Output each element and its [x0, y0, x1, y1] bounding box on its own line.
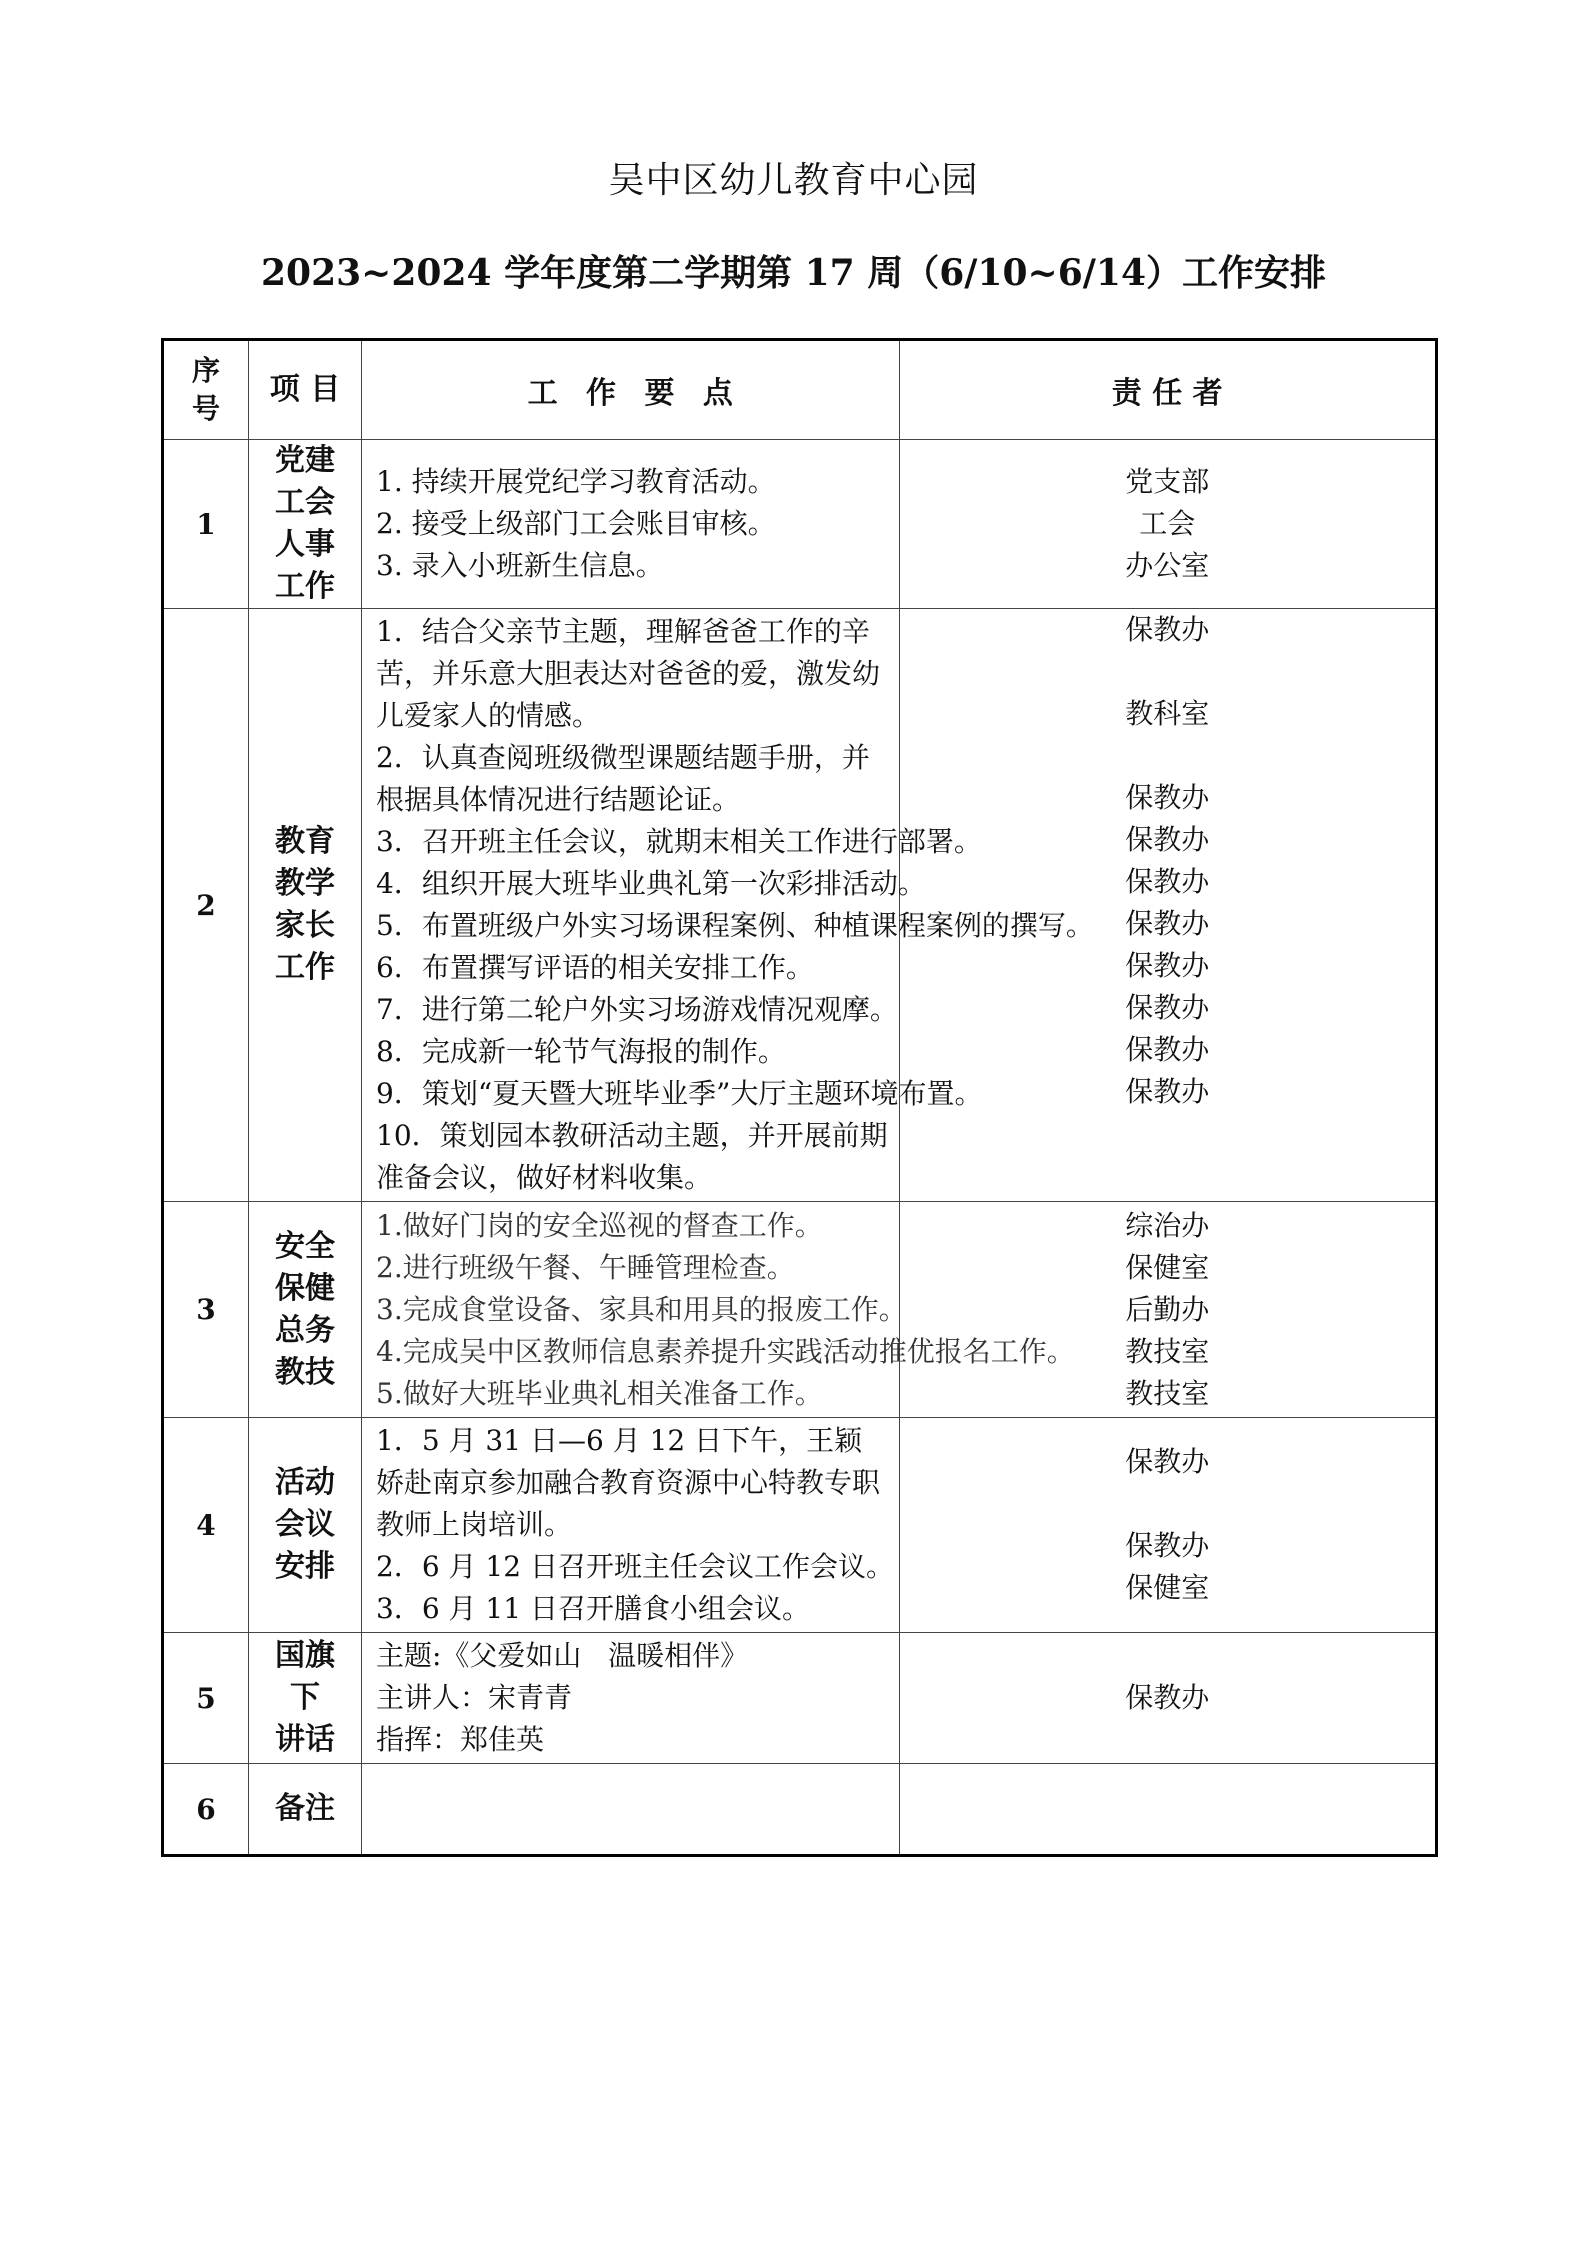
responsible-item: 党支部 — [1125, 465, 1210, 498]
task-item: 2．6 月 12 日召开班主任会议工作会议。 — [376, 1550, 894, 1583]
task-item: 6．布置撰写评语的相关安排工作。 — [376, 951, 814, 984]
responsible-item — [900, 651, 1436, 693]
row-responsible — [899, 1418, 1437, 1633]
responsible-item: 教技室 — [1125, 1334, 1210, 1368]
row-tasks — [362, 1633, 900, 1764]
header-responsible: 责 任 者 — [899, 340, 1437, 440]
task-item: 3．召开班主任会议，就期末相关工作进行部署。 — [376, 825, 982, 858]
task-item: 8．完成新一轮节气海报的制作。 — [376, 1035, 786, 1068]
task-item: 1.做好门岗的安全巡视的督查工作。 — [376, 1208, 823, 1242]
row-category: 党建 工会 人事 工作 — [249, 440, 362, 609]
row-tasks — [362, 1202, 1075, 1418]
responsible-item: 办公室 — [1125, 549, 1210, 582]
responsible-item: 保健室 — [1125, 1250, 1210, 1284]
table-row — [163, 1764, 1437, 1856]
task-item: 1．5 月 31 日—6 月 12 日下午，王颖娇赴南京参加融合教育资源中心特教专职教师上岗培训。 — [376, 1424, 881, 1541]
responsible-item: 工会 — [1139, 507, 1196, 540]
task-item: 4．组织开展大班毕业典礼第一次彩排活动。 — [376, 867, 926, 900]
responsible-item: 保教办 — [1125, 865, 1210, 898]
row-responsible — [899, 1202, 1437, 1418]
responsible-item: 保教办 — [1125, 823, 1210, 856]
schedule-title: 2023~2024 学年度第二学期第 17 周（6/10~6/14）工作安排 — [260, 252, 1326, 294]
row-category: 活动 会议 安排 — [249, 1418, 362, 1633]
responsible-item: 保教办 — [1125, 781, 1210, 814]
row-tasks — [362, 440, 900, 609]
task-item: 9．策划“夏天暨大班毕业季”大厅主题环境布置。 — [376, 1077, 983, 1110]
task-item: 3.完成食堂设备、家具和用具的报废工作。 — [376, 1292, 907, 1326]
row-no: 6 — [163, 1764, 249, 1856]
responsible-item: 保教办 — [1125, 1445, 1210, 1478]
row-no: 4 — [163, 1418, 249, 1633]
responsible-item: 保教办 — [1125, 907, 1210, 940]
table-row — [163, 440, 1437, 609]
responsible-item — [900, 1483, 1436, 1525]
row-responsible — [899, 1764, 1437, 1856]
responsible-item: 综治办 — [1125, 1208, 1210, 1242]
table-row — [163, 1633, 1437, 1764]
task-item: 1. 持续开展党纪学习教育活动。 — [376, 465, 776, 498]
row-responsible — [899, 609, 1437, 1202]
responsible-item: 保教办 — [1125, 1033, 1210, 1066]
row-category: 安全 保健 总务 教技 — [249, 1202, 362, 1418]
responsible-item: 教技室 — [1125, 1376, 1210, 1410]
row-no: 3 — [163, 1202, 249, 1418]
row-no: 1 — [163, 440, 249, 609]
header-no: 序 号 — [163, 340, 249, 440]
header-tasks: 工 作 要 点 — [362, 340, 900, 440]
row-tasks — [362, 1764, 900, 1856]
schedule-table — [161, 338, 1438, 1857]
row-no: 5 — [163, 1633, 249, 1764]
responsible-item: 保健室 — [1125, 1571, 1210, 1604]
header-category: 项 目 — [249, 340, 362, 440]
task-item: 1．结合父亲节主题，理解爸爸工作的辛苦，并乐意大胆表达对爸爸的爱，激发幼儿爱家人的情感。 — [376, 615, 881, 732]
task-item: 5．布置班级户外实习场课程案例、种植课程案例的撰写。 — [376, 909, 1094, 942]
task-item: 3. 录入小班新生信息。 — [376, 549, 664, 582]
table-row — [163, 1202, 1437, 1418]
school-title: 吴中区幼儿教育中心园 — [608, 160, 979, 201]
row-no: 2 — [163, 609, 249, 1202]
table-row — [163, 1418, 1437, 1633]
row-category: 国旗 下 讲话 — [249, 1633, 362, 1764]
task-item: 主题:《父爱如山 温暖相伴》 — [376, 1639, 749, 1672]
task-item: 指挥：郑佳英 — [376, 1723, 545, 1756]
row-tasks — [362, 1418, 900, 1633]
table-header-row — [163, 340, 1437, 440]
row-tasks — [362, 609, 1094, 1202]
task-item: 2．认真查阅班级微型课题结题手册，并根据具体情况进行结题论证。 — [376, 741, 870, 816]
responsible-item: 保教办 — [1125, 1529, 1210, 1562]
row-responsible — [899, 440, 1437, 609]
responsible-item: 保教办 — [1125, 1681, 1210, 1714]
task-item: 主讲人：宋青青 — [376, 1681, 573, 1714]
task-item: 2.进行班级午餐、午睡管理检查。 — [376, 1250, 795, 1284]
responsible-item: 后勤办 — [1125, 1292, 1210, 1326]
responsible-item: 教科室 — [1125, 697, 1210, 730]
row-responsible — [899, 1633, 1437, 1764]
row-category: 教育 教学 家长 工作 — [249, 609, 362, 1202]
task-item: 3．6 月 11 日召开膳食小组会议。 — [376, 1592, 810, 1625]
responsible-item: 保教办 — [1125, 991, 1210, 1024]
responsible-item: 保教办 — [1125, 949, 1210, 982]
task-item: 10．策划园本教研活动主题，并开展前期准备会议，做好材料收集。 — [376, 1119, 888, 1194]
row-category: 备注 — [249, 1764, 362, 1856]
responsible-item — [900, 735, 1436, 777]
task-item: 5.做好大班毕业典礼相关准备工作。 — [376, 1376, 823, 1410]
responsible-item: 保教办 — [1125, 1075, 1210, 1108]
task-item: 7．进行第二轮户外实习场游戏情况观摩。 — [376, 993, 898, 1026]
task-item: 2. 接受上级部门工会账目审核。 — [376, 507, 776, 540]
task-item: 4.完成吴中区教师信息素养提升实践活动推优报名工作。 — [376, 1334, 1075, 1368]
responsible-item: 保教办 — [1125, 613, 1210, 646]
table-row — [163, 609, 1437, 1202]
